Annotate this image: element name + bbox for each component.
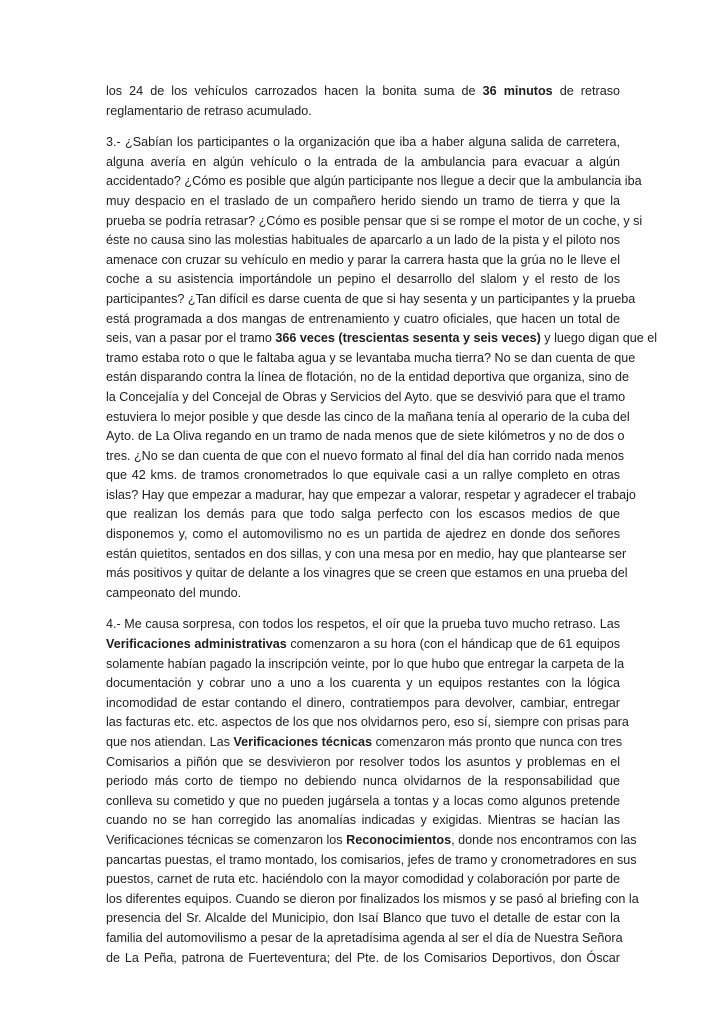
text-run: participantes? ¿Tan difícil es darse cuenta de que si hay sesenta y un participantes y la prueba [106, 291, 636, 306]
text-run: periodo más corto de tiempo no debiendo nunca olvidarnos de la responsabilidad que [106, 774, 620, 789]
text-run: Comisarios a piñón que se desvivieron por resolver todos los asuntos y problemas en el [106, 754, 620, 769]
text-line [106, 251, 620, 271]
text-line [106, 290, 636, 310]
text-line [106, 929, 623, 949]
text-line [106, 427, 625, 447]
text-run: accidentado? ¿Cómo es posible que algún participante nos llegue a decir que la ambulancia iba [106, 174, 642, 189]
bold-text: 36 minutos [482, 84, 553, 98]
text-run: Verificaciones técnicas se comenzaron los [106, 832, 347, 847]
text-line [106, 584, 620, 604]
text-run: las facturas etc. etc. aspectos de los que nos olvidarnos pero, eso sí, siempre con prisas para [106, 715, 629, 730]
text-line [106, 949, 620, 969]
text-run: están quietitos, sentados en dos sillas, y con una mesa por en medio, hay que plantearse ser [106, 546, 627, 561]
text-line [106, 811, 620, 831]
bold-text: Verificaciones técnicas [233, 735, 373, 749]
text-run: reglamentario de retraso acumulado. [106, 103, 312, 118]
text-line [106, 772, 620, 792]
text-line [106, 674, 620, 694]
text-run: comenzaron a su hora (con el hándicap que de 61 equipos [286, 637, 620, 652]
text-run: disponemos y, como el automovilismo no es un partida de ajedrez en donde dos señores [106, 527, 620, 542]
text-run: prueba se podría retrasar? ¿Cómo es posible pensar que si se rompe el motor de un coche, y si [106, 213, 643, 228]
text-line [106, 733, 620, 753]
text-run: documentación y cobrar uno a uno a los cuarenta y un equipos restantes con la lógica [106, 676, 620, 691]
text-run: conlleva su cometido y que no pueden jugársela a tontas y a locas como algunos pretende [106, 793, 620, 808]
text-run: seis, van a pasar por el tramo [106, 331, 276, 346]
text-line [106, 270, 620, 290]
text-run: están disparando contra la línea de flotación, no de la entidad deportiva que organiza, sino de [106, 370, 630, 385]
text-line [106, 231, 620, 251]
text-run: amenace con cruzar su vehículo en medio y parar la carrera hasta que la grúa no le lleve el [106, 252, 620, 267]
text-line [106, 792, 620, 812]
text-run: Ayto. de La Oliva regando en un tramo de nada menos que de siete kilómetros y no de dos o [106, 429, 625, 444]
text-run: más positivos y quitar de delante a los vinagres que se creen que estamos en una prueba del [106, 566, 628, 581]
text-line [106, 694, 620, 714]
text-line [106, 408, 630, 428]
text-run: de retraso [552, 84, 620, 98]
bold-text: Verificaciones administrativas [106, 637, 287, 652]
text-line [106, 615, 620, 635]
text-line [106, 212, 643, 232]
text-run: incomodidad de estar contando el dinero, contratiempos para devolver, cambiar, entregar [106, 695, 620, 710]
text-run: coche a su asistencia importándole un pepino el desarrollo del slalom y el resto de los [106, 272, 620, 287]
text-line [106, 349, 636, 369]
text-line [106, 82, 620, 102]
text-run: puestos, carnet de ruta etc. haciéndolo con la mayor comodidad y colaboración por parte de [106, 872, 620, 887]
text-run: cuando no se han corregido las anomalías indicadas y exigidas. Mientras se hacían las [106, 813, 620, 828]
text-run: familia del automovilismo a pesar de la apretadísima agenda al ser el día de Nuestra Señora [106, 930, 623, 945]
text-run: tres. ¿No se dan cuenta de que con el nuevo formato al final del día han corrido nada menos [106, 448, 625, 463]
text-line [106, 505, 620, 525]
text-run: y luego digan que el [540, 331, 658, 346]
text-run: , donde nos encontramos con las [451, 832, 637, 847]
text-run: estuviera lo mejor posible y que desde las cinco de la mañana tenía al operario de la cuba del [106, 409, 630, 424]
text-line [106, 851, 637, 871]
text-run: la Concejalía y del Concejal de Obras y Servicios del Ayto. que se desvivió para que el tramo [106, 389, 626, 404]
text-run: éste no causa sino las molestias habituales de aparcarlo a un lado de la pista y el piloto nos [106, 233, 620, 248]
text-line [106, 525, 620, 545]
text-line [106, 368, 630, 388]
text-run: campeonato del mundo. [106, 585, 242, 600]
text-line [106, 192, 620, 212]
text-line [106, 655, 625, 675]
text-line [106, 310, 620, 330]
paragraph-p-4 [106, 615, 639, 968]
text-run: los 24 de los vehículos carrozados hacen la bonita suma de [106, 84, 483, 98]
text-line [106, 635, 620, 655]
text-run: 4.- Me causa sorpresa, con todos los respetos, el oír que la prueba tuvo mucho retraso. Las [106, 617, 620, 632]
text-line [106, 753, 620, 773]
text-line [106, 564, 628, 584]
text-line [106, 102, 620, 122]
text-run: solamente habían pagado la inscripción veinte, por lo que hubo que entregar la carpeta de la [106, 656, 625, 671]
text-line [106, 172, 642, 192]
text-line [106, 447, 625, 467]
text-line [106, 153, 620, 173]
text-run: 3.- ¿Sabían los participantes o la organización que iba a haber alguna salida de carretera, [106, 135, 620, 150]
text-run: comenzaron más pronto que nunca con tres [372, 735, 622, 749]
text-run: los diferentes equipos. Cuando se dieron por finalizados los mismos y se pasó al briefing con la [106, 891, 639, 906]
text-line [106, 890, 639, 910]
text-run: tramo estaba roto o que le faltaba agua y se levantaba mucha tierra? No se dan cuenta de que [106, 350, 636, 365]
bold-text: 366 veces (trescientas sesenta y seis veces) [275, 331, 541, 346]
text-run: que 42 kms. de tramos cronometrados lo que equivale casi a un rallye completo en otras [106, 468, 620, 483]
text-line [106, 909, 620, 929]
bold-text: Reconocimientos [346, 832, 452, 847]
text-line [106, 831, 637, 851]
text-line [106, 870, 620, 890]
text-run: que realizan los demás para que todo salga perfecto con los escasos medios de que [106, 507, 620, 522]
text-line [106, 545, 627, 565]
text-run: alguna avería en algún vehículo o la entrada de la ambulancia para evacuar a algún [106, 154, 620, 169]
text-line [106, 133, 620, 153]
text-run: está programada a dos mangas de entrenamiento y cuatro oficiales, que hacen un total de [106, 311, 620, 326]
text-line [106, 329, 658, 349]
text-line [106, 486, 636, 506]
text-line [106, 713, 629, 733]
text-line [106, 388, 626, 408]
paragraph-p-intro [106, 82, 620, 121]
text-line [106, 466, 620, 486]
text-run: presencia del Sr. Alcalde del Municipio, don Isaí Blanco que tuvo el detalle de estar con la [106, 911, 620, 926]
text-run: muy despacio en el traslado de un compañero herido siendo un tramo de tierra y que la [106, 193, 620, 208]
text-run: de La Peña, patrona de Fuerteventura; del Pte. de los Comisarios Deportivos, don Óscar [106, 950, 620, 965]
text-run: que nos atiendan. Las [106, 735, 234, 749]
text-run: pancartas puestas, el tramo montado, los comisarios, jefes de tramo y cronometradores en sus [106, 852, 637, 867]
text-run: islas? Hay que empezar a madurar, hay que empezar a valorar, respetar y agradecer el trabajo [106, 487, 636, 502]
paragraph-p-3 [106, 133, 658, 603]
